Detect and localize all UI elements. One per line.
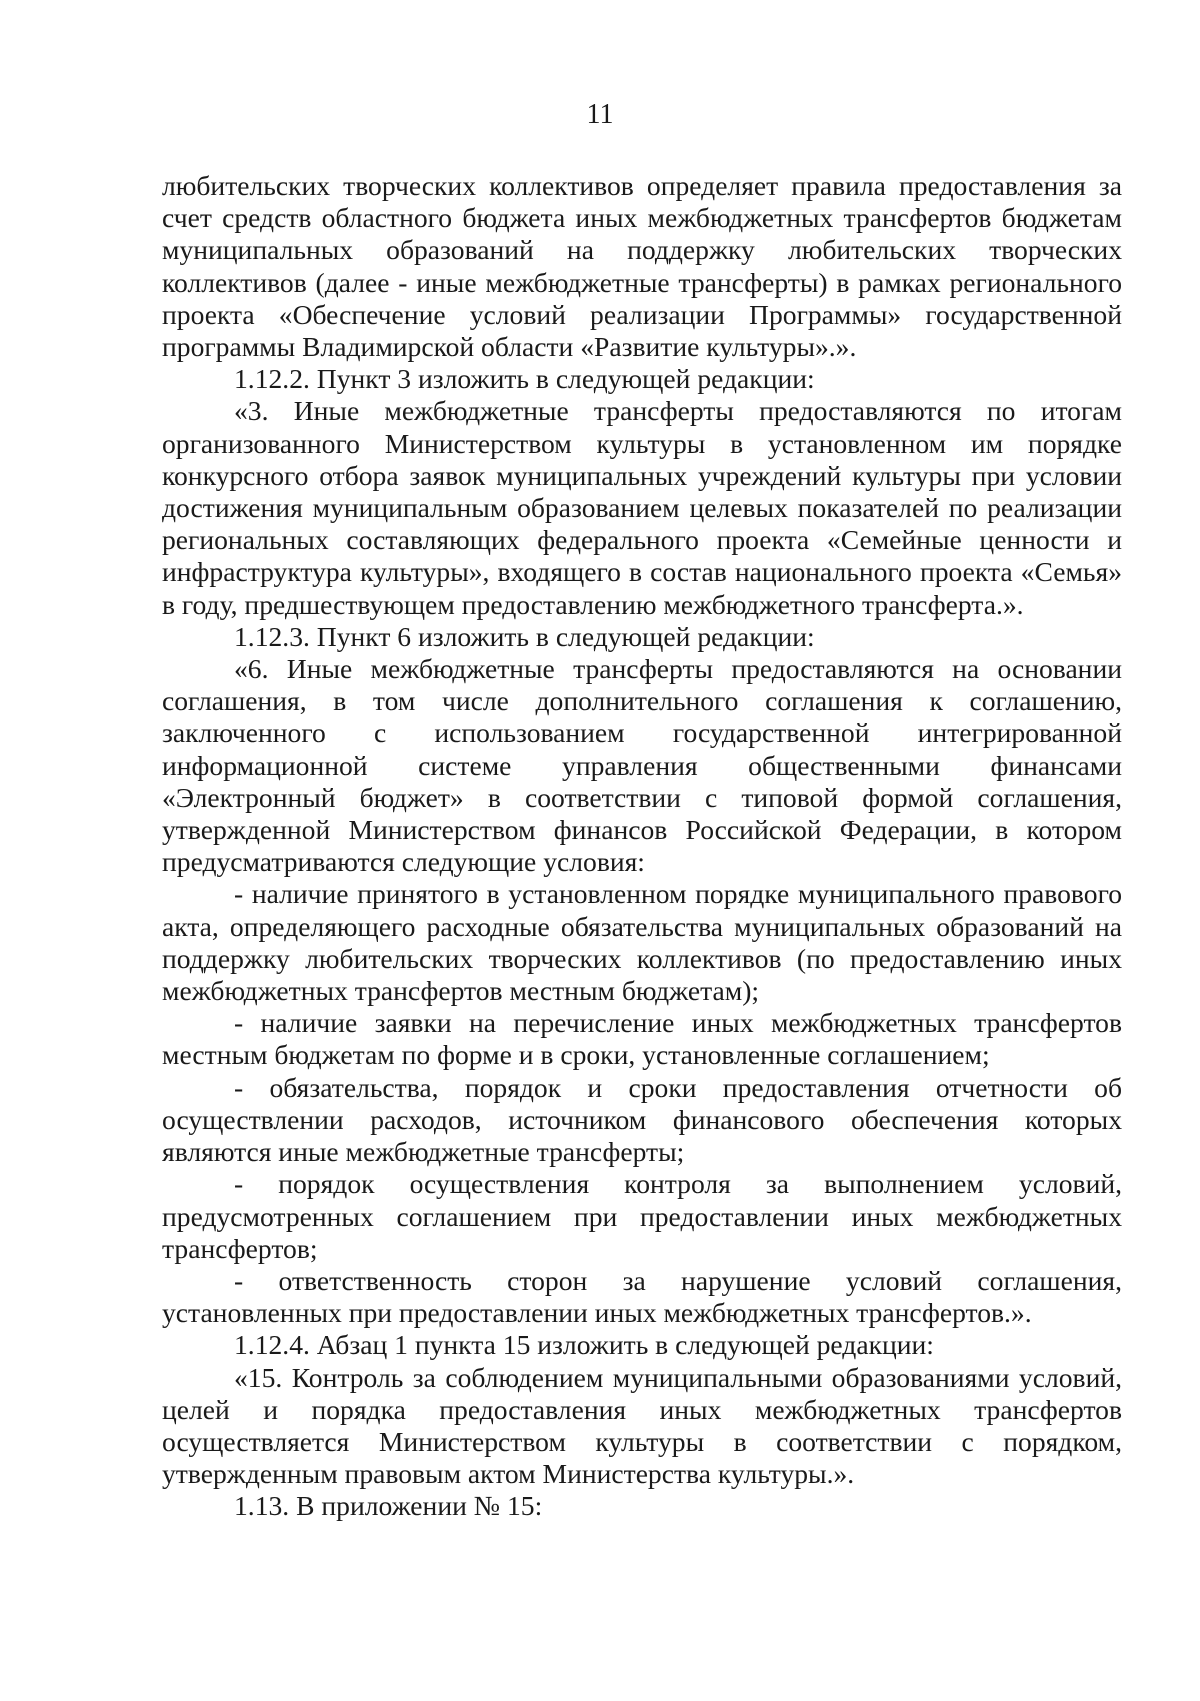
list-item-condition-control: - порядок осуществления контроля за выполнением условий, предусмотренных соглашением при предоставлении иных межбюджетных трансфертов; [162,1168,1122,1264]
list-item-condition-liability: - ответственность сторон за нарушение условий соглашения, установленных при предоставлении иных межбюджетных трансфертов.». [162,1264,1122,1329]
paragraph-item-1-12-3: 1.12.3. Пункт 6 изложить в следующей редакции: [234,620,815,652]
paragraph-clause-6: «6. Иные межбюджетные трансферты предоставляются на основании соглашения, в том числе дополнительного соглашения к соглашению, заключенного с использованием государственной интегрированной информационной системе управления общественными финансами «Электронный бюджет» в соответствии с типовой формой соглашения, утвержденной Министерством финансов Российской Федерации, в котором предусматриваются следующие условия: [162,653,1122,878]
list-item-condition-act: - наличие принятого в установленном порядке муниципального правового акта, определяющего расходные обязательства муниципальных образований на поддержку любительских творческих коллективов (по предоставлению иных межбюджетных трансфертов местным бюджетам); [162,878,1122,1007]
paragraph-continuation: любительских творческих коллективов определяет правила предоставления за счет средств областного бюджета иных межбюджетных трансфертов бюджетам муниципальных образований на поддержку любительских творческих коллективов (далее - иные межбюджетные трансферты) в рамках регионального проекта «Обеспечение условий реализации Программы» государственной программы Владимирской области «Развитие культуры».». [162,170,1122,363]
page-number: 11 [586,99,614,130]
list-item-condition-application: - наличие заявки на перечисление иных межбюджетных трансфертов местным бюджетам по форме и в сроки, установленные соглашением; [162,1007,1122,1071]
paragraph-item-1-12-4: 1.12.4. Абзац 1 пункта 15 изложить в следующей редакции: [234,1329,934,1361]
document-body [162,170,1122,1523]
paragraph-clause-3: «3. Иные межбюджетные трансферты предоставляются по итогам организованного Министерством культуры в установленном им порядке конкурсного отбора заявок муниципальных учреждений культуры при условии достижения муниципальным образованием целевых показателей по реализации региональных составляющих федерального проекта «Семейные ценности и инфраструктура культуры», входящего в состав национального проекта «Семья» в году, предшествующем предоставлению межбюджетного трансферта.». [162,395,1122,620]
paragraph-item-1-13: 1.13. В приложении № 15: [234,1490,543,1522]
list-item-condition-reporting: - обязательства, порядок и сроки предоставления отчетности об осуществлении расходов, источником финансового обеспечения которых являются иные межбюджетные трансферты; [162,1071,1122,1168]
paragraph-item-1-12-2: 1.12.2. Пункт 3 изложить в следующей редакции: [234,363,815,395]
paragraph-clause-15: «15. Контроль за соблюдением муниципальными образованиями условий, целей и порядка предоставления иных межбюджетных трансфертов осуществляется Министерством культуры в соответствии с порядком, утвержденным правовым актом Министерства культуры.». [162,1361,1122,1490]
